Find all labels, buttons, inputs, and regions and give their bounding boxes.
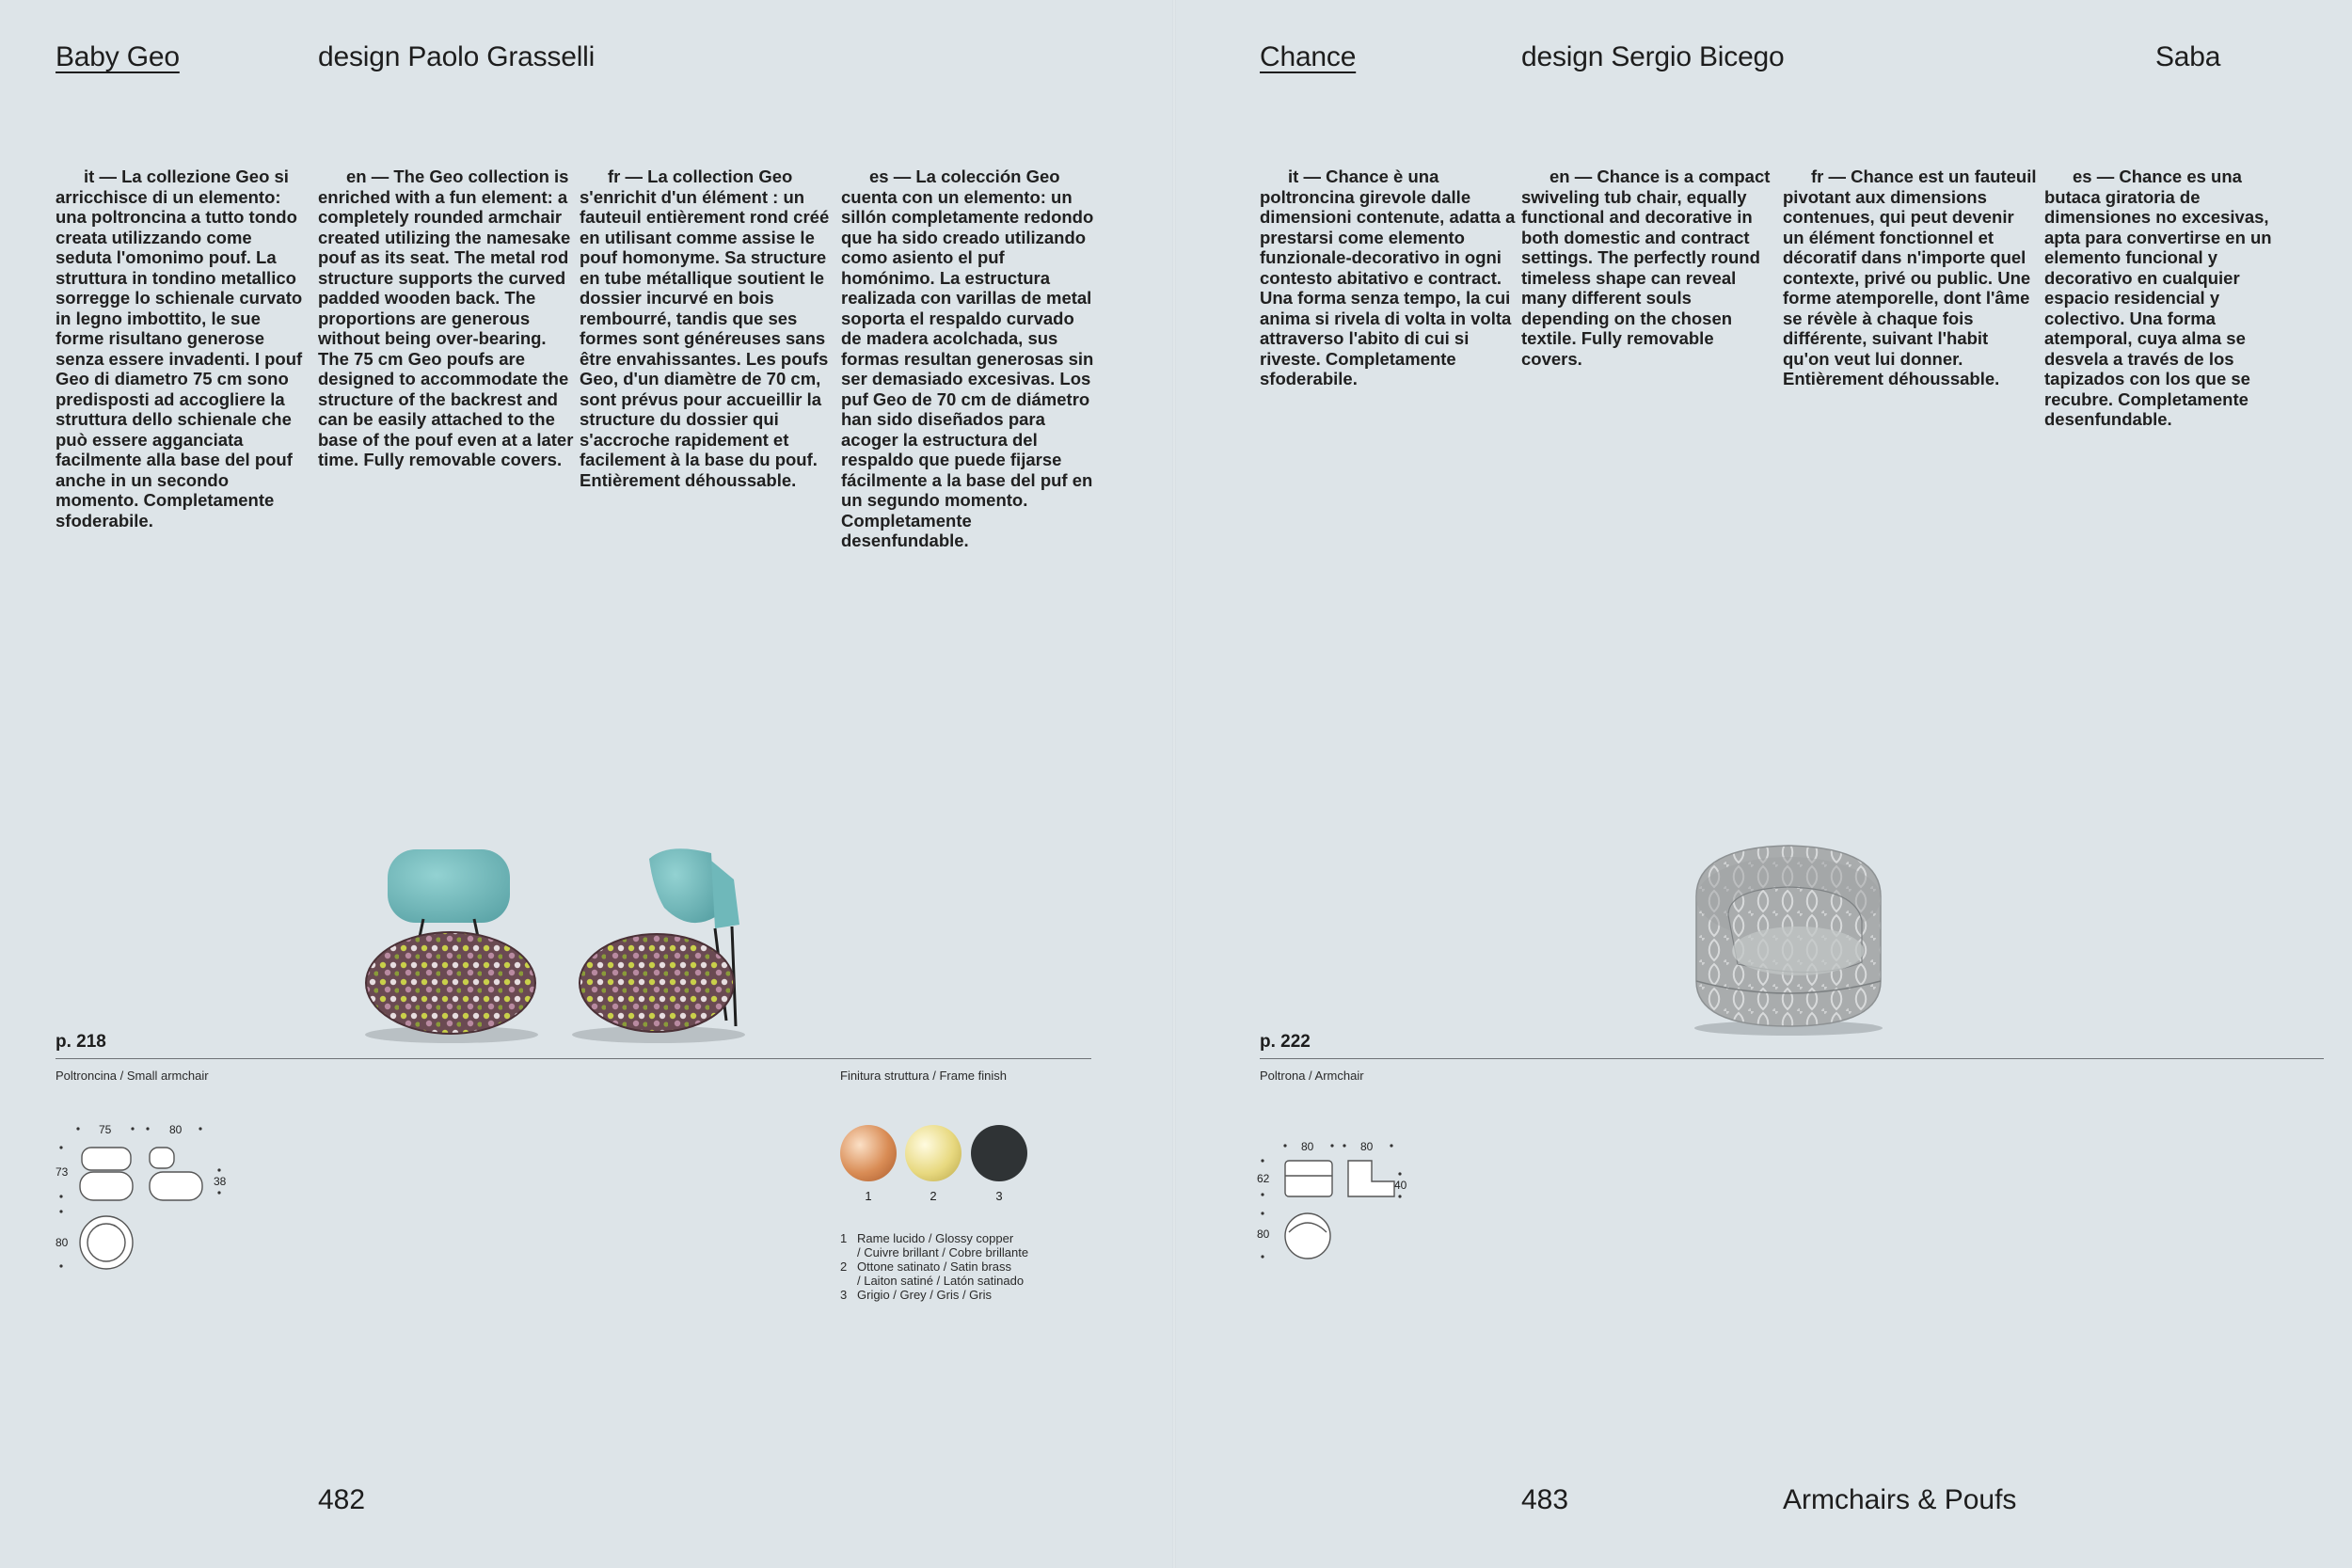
- designer-credit: design Sergio Bicego: [1521, 41, 1785, 72]
- legend-row: 3 Grigio / Grey / Gris / Gris: [840, 1288, 993, 1302]
- dim-seat-height: 40: [1394, 1179, 1407, 1192]
- text-italian: it — Chance è una poltroncina girevole dalle dimensioni contenute, adatta a prestarsi come elemento funzionale-decorativo in ogni contesto abitativo e contract. Una forma senza tempo, la cui anima si rivela di volta in volta attraverso l'abito di cui si riveste. Completamente sfoderabile.: [1260, 166, 1516, 388]
- legend-row: 1 Rame lucido / Glossy copper: [840, 1231, 1014, 1245]
- product-photo: [1677, 840, 1903, 1037]
- dimension-drawing: [1257, 1134, 1417, 1266]
- brand-name: Saba: [2155, 41, 2221, 72]
- dim-width-front: 80: [1301, 1140, 1314, 1153]
- item-label: Poltroncina / Small armchair: [56, 1069, 209, 1083]
- divider-line: [56, 1058, 1091, 1059]
- swatch-number: 3: [995, 1189, 1003, 1203]
- swatch-number: 1: [865, 1189, 872, 1203]
- text-english: en — The Geo collection is enriched with a fun element: a completely rounded armchair created utilizing the namesake pouf as its seat. The metal rod structure supports the curved padded wooden back. The proportions are generous without being over-bearing. The 75 cm Geo poufs are designed to accommodate the structure of the backrest and can be easily attached to the base of the pouf even at a later time. Fully removable covers.: [318, 166, 574, 469]
- item-label: Poltrona / Armchair: [1260, 1069, 1364, 1083]
- divider-line: [1260, 1058, 2324, 1059]
- text-italian: it — La collezione Geo si arricchisce di un elemento: una poltroncina a tutto tondo creata utilizzando come seduta l'omonimo pouf. La struttura in tondino metallico sorregge lo schienale curvato in legno imbottito, le sue forme risultano generose senza essere invadenti. I pouf Geo di diametro 75 cm sono predisposti ad accogliere la struttura dello schienale che può essere agganciata facilmente alla base del pouf anche in un secondo momento. Completamente sfoderabile.: [56, 166, 303, 531]
- backrest: [388, 849, 510, 923]
- product-title: Chance: [1260, 41, 1357, 72]
- text-french: fr — La collection Geo s'enrichit d'un élément : un fauteuil entièrement rond créé en utilisant comme assise le pouf homonyme. Sa structure en tube métallique soutient le dossier incurvé en bois rembourré, tandis que ses formes sont généreuses sans être envahissantes. Les poufs Geo, d'un diamètre de 70 cm, sont prévus pour accueillir la structure du dossier qui s'accroche rapidement et facilement à la base du pouf. Entièrement déhoussable.: [580, 166, 830, 490]
- text-french: fr — Chance est un fauteuil pivotant aux dimensions contenues, qui peut devenir un élément fonctionnel et décoratif dans n'importe quel contexte, privé ou public. Une forme atemporelle, dont l'âme se révèle à chaque fois différente, suivant l'habit qu'on veut lui donner. Entièrement déhoussable.: [1783, 166, 2037, 388]
- dim-diameter: 80: [56, 1236, 69, 1249]
- legend-row: / Cuivre brillant / Cobre brillante: [857, 1245, 1029, 1259]
- swatch-number: 2: [930, 1189, 937, 1203]
- dim-height: 62: [1257, 1172, 1270, 1185]
- armchair-front-view: [365, 849, 538, 1043]
- finish-legend: [840, 1231, 1028, 1302]
- left-page: [0, 0, 1174, 1568]
- text-spanish: es — La colección Geo cuenta con un elemento: un sillón completamente redondo que ha sido creado utilizando como asiento el puf homónimo. La estructura realizada con varillas de metal soporta el respaldo curvado de madera acolchada, sus formas resultan generosas sin ser demasiado excesivas. Los puf Geo de 70 cm de diámetro han sido diseñados para acoger la estructura del respaldo que puede fijarse fácilmente a la base del puf en un segundo momento. Completamente desenfundable.: [841, 166, 1094, 550]
- page-number: 482: [318, 1484, 366, 1515]
- swatch-grey: [971, 1125, 1027, 1181]
- page-reference: p. 222: [1260, 1032, 1311, 1052]
- product-title: Baby Geo: [56, 41, 180, 72]
- armchair-side-view: [572, 848, 745, 1043]
- dim-width-side: 80: [169, 1123, 183, 1136]
- dim-width-armchair: 75: [99, 1123, 112, 1136]
- dimension-drawing: [52, 1117, 240, 1277]
- page-number: 483: [1521, 1484, 1569, 1515]
- text-spanish: es — Chance es una butaca giratoria de dimensiones no excesivas, apta para convertirse en un elemento funcional y decorativo en cualquier espacio residencial y colectivo. Una forma atemporal, cuya alma se desvela a través de los tapizados con los que se recubre. Completamente desenfundable.: [2044, 166, 2272, 429]
- dim-seat-height: 38: [214, 1175, 227, 1188]
- dim-width-side: 80: [1360, 1140, 1374, 1153]
- section-title: Armchairs & Poufs: [1783, 1484, 2017, 1515]
- legend-row: 2 Ottone satinato / Satin brass: [840, 1259, 1012, 1274]
- right-page: [1176, 0, 2352, 1568]
- swatch-copper: [840, 1125, 897, 1181]
- designer-credit: design Paolo Grasselli: [318, 41, 596, 72]
- page-reference: p. 218: [56, 1032, 106, 1052]
- text-english: en — Chance is a compact swiveling tub chair, equally functional and decorative in both domestic and contract settings. The perfectly round timeless shape can reveal many different souls depending on the chosen textile. Fully removable covers.: [1521, 166, 1771, 369]
- finish-label: Finitura struttura / Frame finish: [840, 1069, 1007, 1083]
- product-photo: [358, 842, 753, 1049]
- legend-row: / Laiton satiné / Latón satinado: [857, 1274, 1025, 1288]
- swatch-brass: [905, 1125, 961, 1181]
- dim-diameter: 80: [1257, 1227, 1270, 1241]
- dim-height: 73: [56, 1165, 69, 1179]
